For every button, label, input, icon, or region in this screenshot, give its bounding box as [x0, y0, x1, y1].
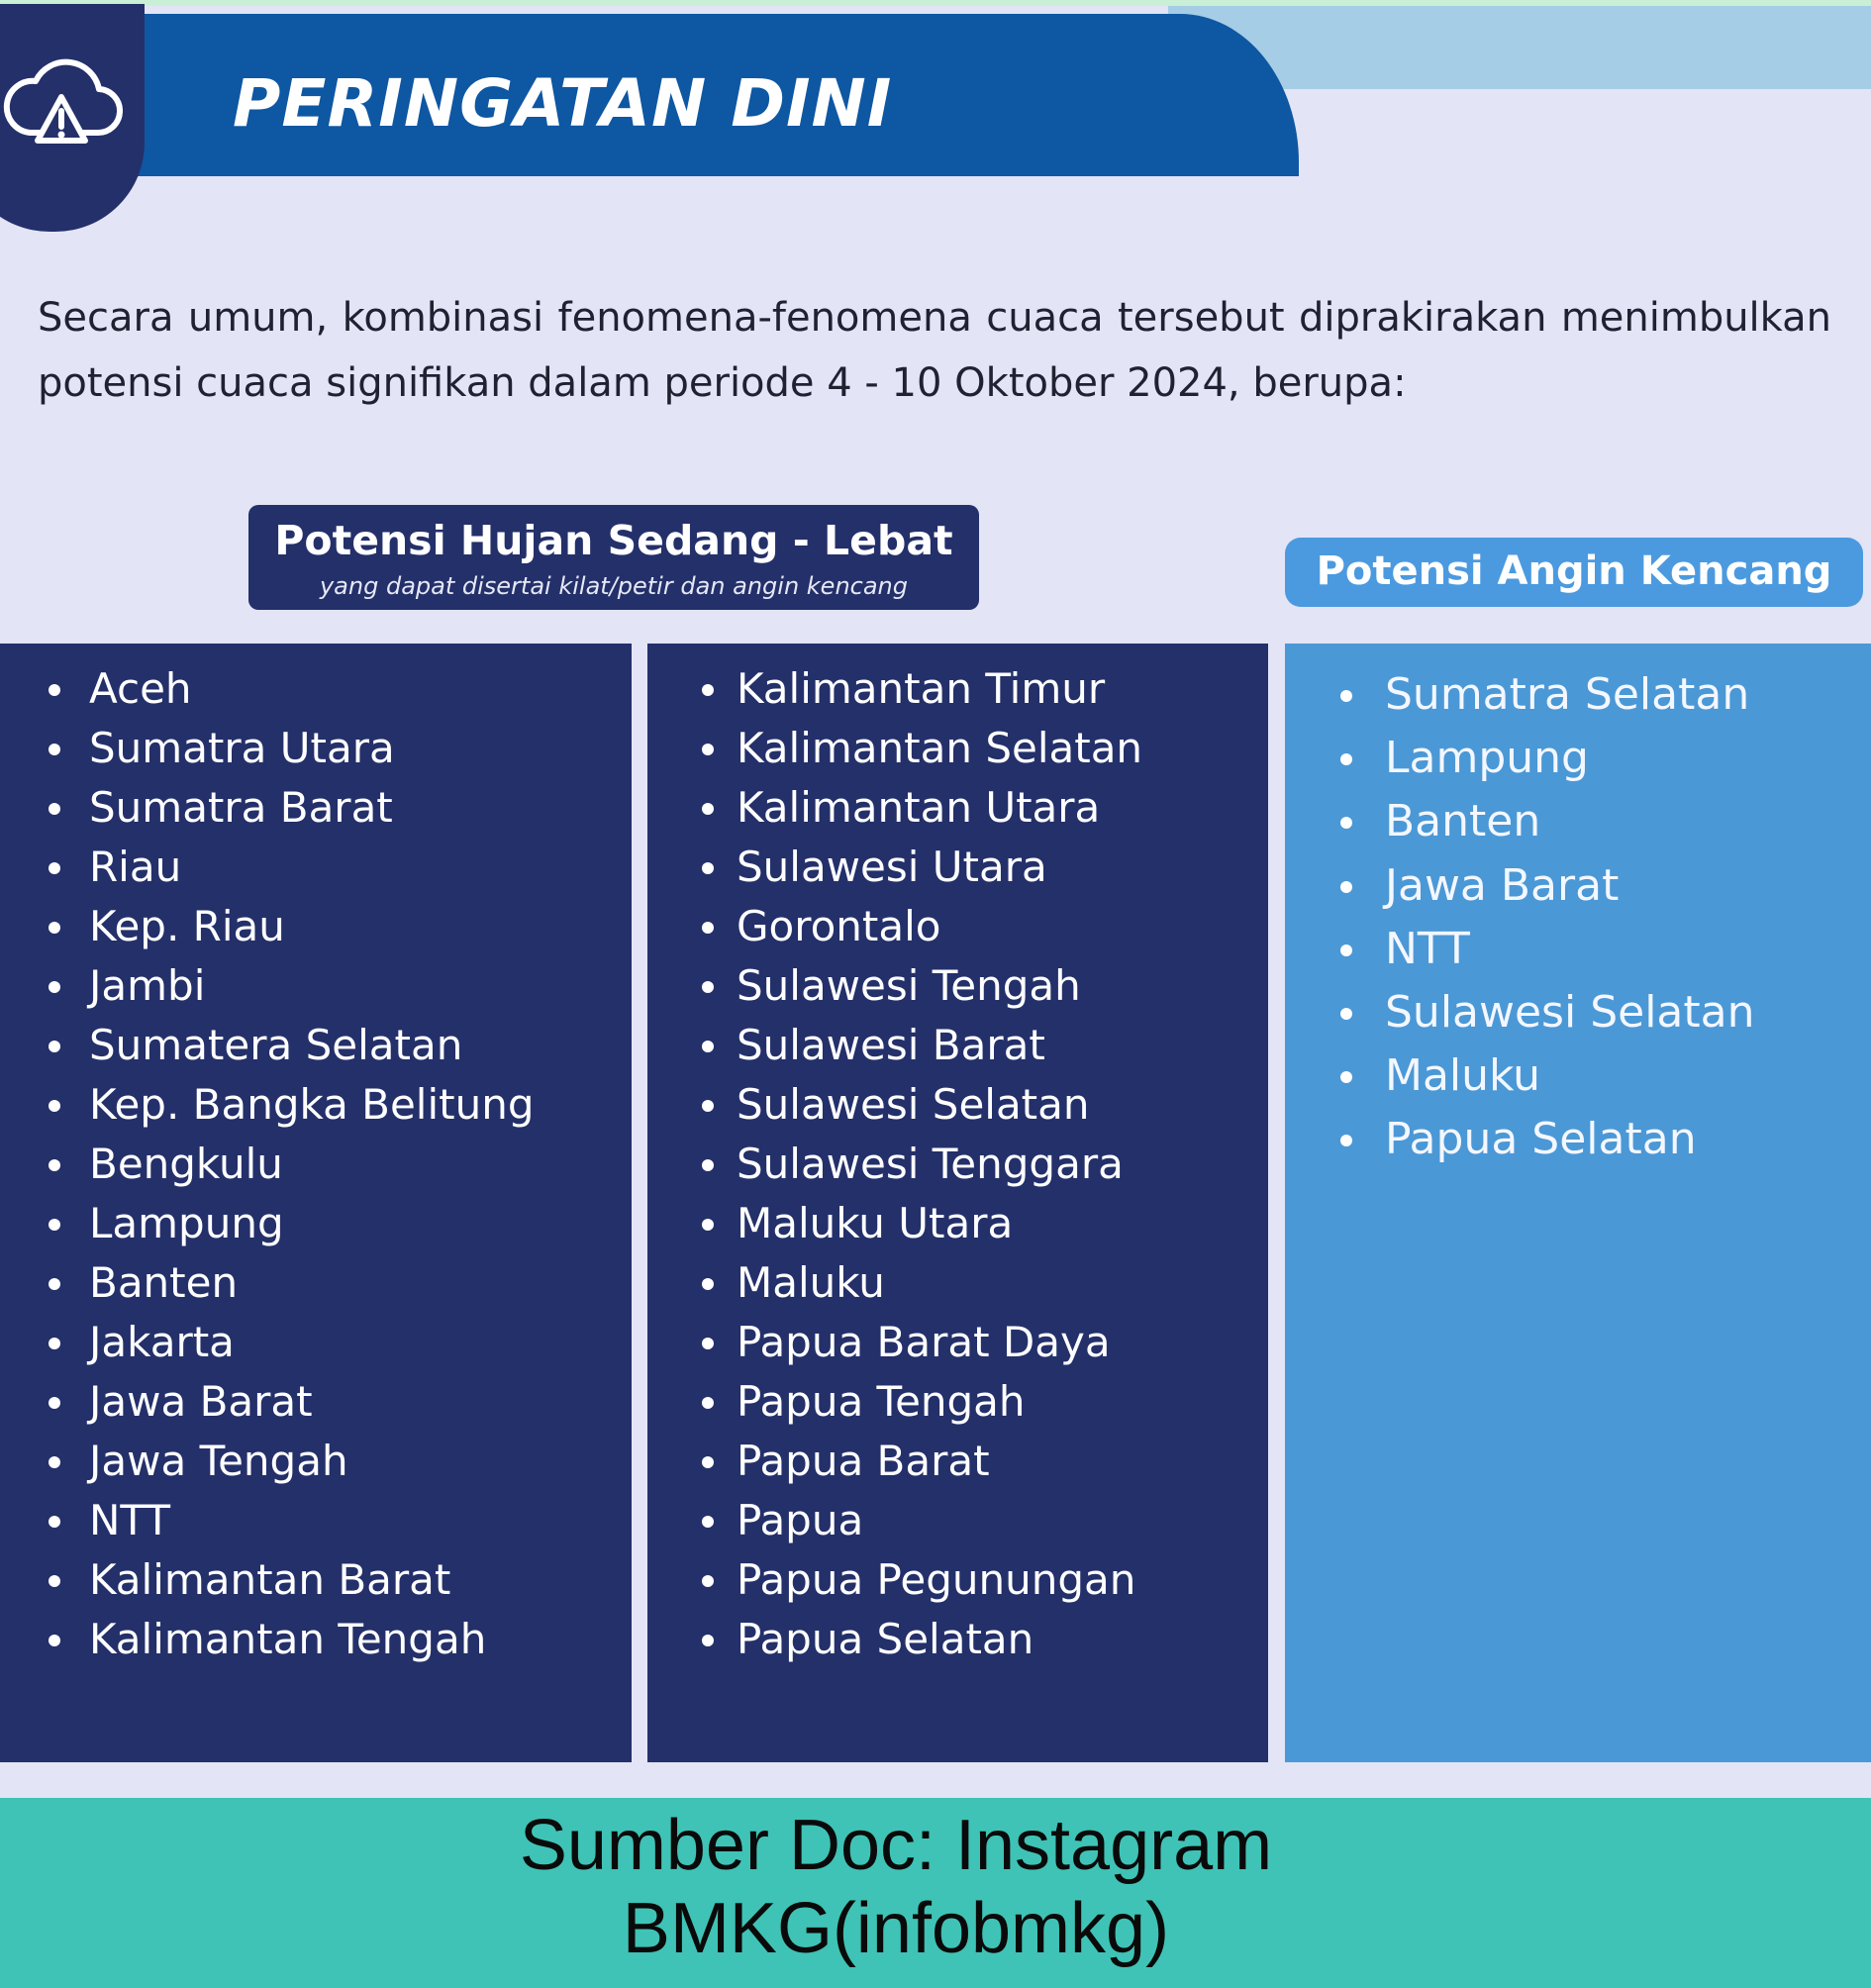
rain-list-2 [647, 644, 1268, 1669]
region-name: Kalimantan Tengah [89, 1615, 487, 1663]
rain-region-item [0, 719, 632, 778]
region-name: Sulawesi Tenggara [737, 1140, 1124, 1188]
bullet-icon [49, 744, 60, 755]
rain-region-item [647, 1075, 1268, 1135]
bullet-icon [49, 803, 60, 815]
region-name: Riau [89, 843, 182, 891]
bullet-icon [49, 1041, 60, 1052]
region-name: Aceh [89, 664, 192, 713]
region-name: Bengkulu [89, 1140, 283, 1188]
region-name: Sulawesi Tengah [737, 961, 1081, 1010]
rain-region-item [647, 778, 1268, 838]
bullet-icon [702, 744, 714, 755]
region-name: Lampung [1385, 733, 1589, 784]
bullet-icon [1340, 1008, 1352, 1020]
region-name: Kalimantan Timur [737, 664, 1106, 713]
bullet-icon [49, 1397, 60, 1409]
wind-region-item [1285, 918, 1871, 981]
region-name: Banten [89, 1258, 239, 1307]
rain-region-item [647, 1491, 1268, 1550]
bullet-icon [49, 684, 60, 696]
region-name: Sumatra Utara [89, 724, 395, 772]
bullet-icon [1340, 1135, 1352, 1146]
region-name: Jawa Tengah [89, 1437, 348, 1485]
wind-region-item [1285, 790, 1871, 853]
region-name: Jawa Barat [89, 1377, 313, 1426]
wind-region-item [1285, 854, 1871, 918]
region-name: NTT [89, 1496, 170, 1544]
bullet-icon [702, 1159, 714, 1171]
rain-region-item [647, 956, 1268, 1016]
region-name: Papua Tengah [737, 1377, 1026, 1426]
rain-region-item [647, 1610, 1268, 1669]
rain-region-item [0, 1550, 632, 1610]
region-name: Jawa Barat [1385, 859, 1620, 911]
rain-list-panel-2 [647, 644, 1268, 1762]
bullet-icon [702, 1219, 714, 1231]
rain-region-item [0, 897, 632, 956]
region-name: Sulawesi Selatan [737, 1080, 1090, 1129]
rain-region-item [0, 1372, 632, 1432]
bullet-icon [49, 1635, 60, 1646]
rain-region-item [647, 897, 1268, 956]
bullet-icon [702, 803, 714, 815]
rain-region-item [0, 838, 632, 897]
region-name: Papua Barat Daya [737, 1318, 1111, 1366]
bullet-icon [49, 862, 60, 874]
bullet-icon [702, 684, 714, 696]
region-name: Papua Selatan [1385, 1114, 1697, 1165]
bullet-icon [49, 1516, 60, 1528]
bullet-icon [702, 1397, 714, 1409]
intro-paragraph: Secara umum, kombinasi fenomena-fenomena cuaca tersebut diprakirakan menimbulkan potensi cuaca signifikan dalam periode 4 - 10 Oktober 2024, berupa: [38, 295, 1831, 406]
source-line-1: Sumber Doc: Instagram [519, 1806, 1273, 1885]
bullet-icon [702, 1456, 714, 1468]
wind-region-item [1285, 1108, 1871, 1171]
region-name: Sumatra Selatan [1385, 669, 1750, 720]
region-name: NTT [1385, 923, 1470, 974]
bullet-icon [702, 1278, 714, 1290]
rain-section-label [248, 505, 979, 610]
rain-region-item [0, 1075, 632, 1135]
region-name: Sulawesi Selatan [1385, 986, 1755, 1038]
rain-region-item [0, 659, 632, 719]
region-name: Sulawesi Barat [737, 1021, 1045, 1069]
rain-region-item [647, 1372, 1268, 1432]
rain-region-item [647, 1016, 1268, 1075]
bullet-icon [1340, 753, 1352, 765]
bullet-icon [49, 1159, 60, 1171]
region-name: Kalimantan Utara [737, 783, 1101, 832]
bullet-icon [1340, 690, 1352, 702]
page-title: PERINGATAN DINI [233, 65, 893, 142]
region-name: Sumatra Barat [89, 783, 393, 832]
rain-section-title: Potensi Hujan Sedang - Lebat [274, 517, 953, 564]
bullet-icon [702, 1338, 714, 1349]
rain-region-item [0, 1016, 632, 1075]
rain-region-item [0, 1491, 632, 1550]
region-name: Jakarta [89, 1318, 235, 1366]
region-name: Lampung [89, 1199, 284, 1247]
rain-region-item [647, 1432, 1268, 1491]
rain-region-item [647, 1194, 1268, 1253]
bullet-icon [702, 1100, 714, 1112]
bullet-icon [1340, 881, 1352, 893]
region-name: Papua Pegunungan [737, 1555, 1136, 1604]
bullet-icon [49, 1456, 60, 1468]
rain-region-item [647, 1135, 1268, 1194]
bullet-icon [702, 981, 714, 993]
rain-region-item [0, 778, 632, 838]
bullet-icon [702, 922, 714, 934]
rain-region-item [0, 1313, 632, 1372]
bullet-icon [49, 1278, 60, 1290]
rain-region-item [647, 1253, 1268, 1313]
region-name: Papua [737, 1496, 864, 1544]
region-name: Sulawesi Utara [737, 843, 1047, 891]
region-name: Kalimantan Selatan [737, 724, 1143, 772]
bullet-icon [702, 1516, 714, 1528]
rain-region-item [647, 659, 1268, 719]
bullet-icon [702, 1041, 714, 1052]
rain-region-item [0, 1135, 632, 1194]
rain-region-item [0, 956, 632, 1016]
rain-region-item [0, 1610, 632, 1669]
bullet-icon [1340, 1071, 1352, 1083]
rain-region-item [0, 1432, 632, 1491]
region-name: Maluku Utara [737, 1199, 1014, 1247]
rain-section-subtitle: yang dapat disertai kilat/petir dan angin kencang [319, 572, 909, 600]
region-name: Banten [1385, 796, 1541, 847]
region-name: Kep. Riau [89, 902, 285, 950]
wind-list-panel [1285, 644, 1871, 1762]
bullet-icon [49, 1575, 60, 1587]
rain-region-item [0, 1253, 632, 1313]
cloud-warning-icon [0, 4, 145, 232]
wind-region-item [1285, 1044, 1871, 1108]
bullet-icon [702, 1635, 714, 1646]
bullet-icon [49, 1338, 60, 1349]
wind-region-item [1285, 981, 1871, 1044]
region-name: Papua Selatan [737, 1615, 1034, 1663]
region-name: Jambi [89, 961, 206, 1010]
rain-region-item [0, 1194, 632, 1253]
bullet-icon [49, 1100, 60, 1112]
wind-section-label: Potensi Angin Kencang [1285, 538, 1863, 607]
rain-region-item [647, 1550, 1268, 1610]
panel-bottom-strip [0, 1762, 1871, 1798]
region-name: Papua Barat [737, 1437, 990, 1485]
bullet-icon [702, 862, 714, 874]
bullet-icon [49, 981, 60, 993]
header-bar [0, 14, 1299, 176]
bullet-icon [49, 922, 60, 934]
source-line-2: BMKG(infobmkg) [622, 1889, 1170, 1968]
rain-region-item [647, 838, 1268, 897]
rain-list-1 [0, 644, 632, 1669]
region-name: Maluku [737, 1258, 885, 1307]
rain-list-panel-1 [0, 644, 632, 1762]
source-credit [0, 1804, 1792, 1970]
region-name: Kalimantan Barat [89, 1555, 451, 1604]
rain-region-item [647, 719, 1268, 778]
region-name: Maluku [1385, 1050, 1541, 1102]
wind-list [1285, 644, 1871, 1172]
rain-region-item [647, 1313, 1268, 1372]
bullet-icon [702, 1575, 714, 1587]
region-name: Kep. Bangka Belitung [89, 1080, 535, 1129]
region-name: Sumatera Selatan [89, 1021, 463, 1069]
bullet-icon [49, 1219, 60, 1231]
bullet-icon [1340, 944, 1352, 956]
region-name: Gorontalo [737, 902, 941, 950]
wind-region-item [1285, 727, 1871, 790]
wind-region-item [1285, 663, 1871, 727]
bullet-icon [1340, 817, 1352, 829]
